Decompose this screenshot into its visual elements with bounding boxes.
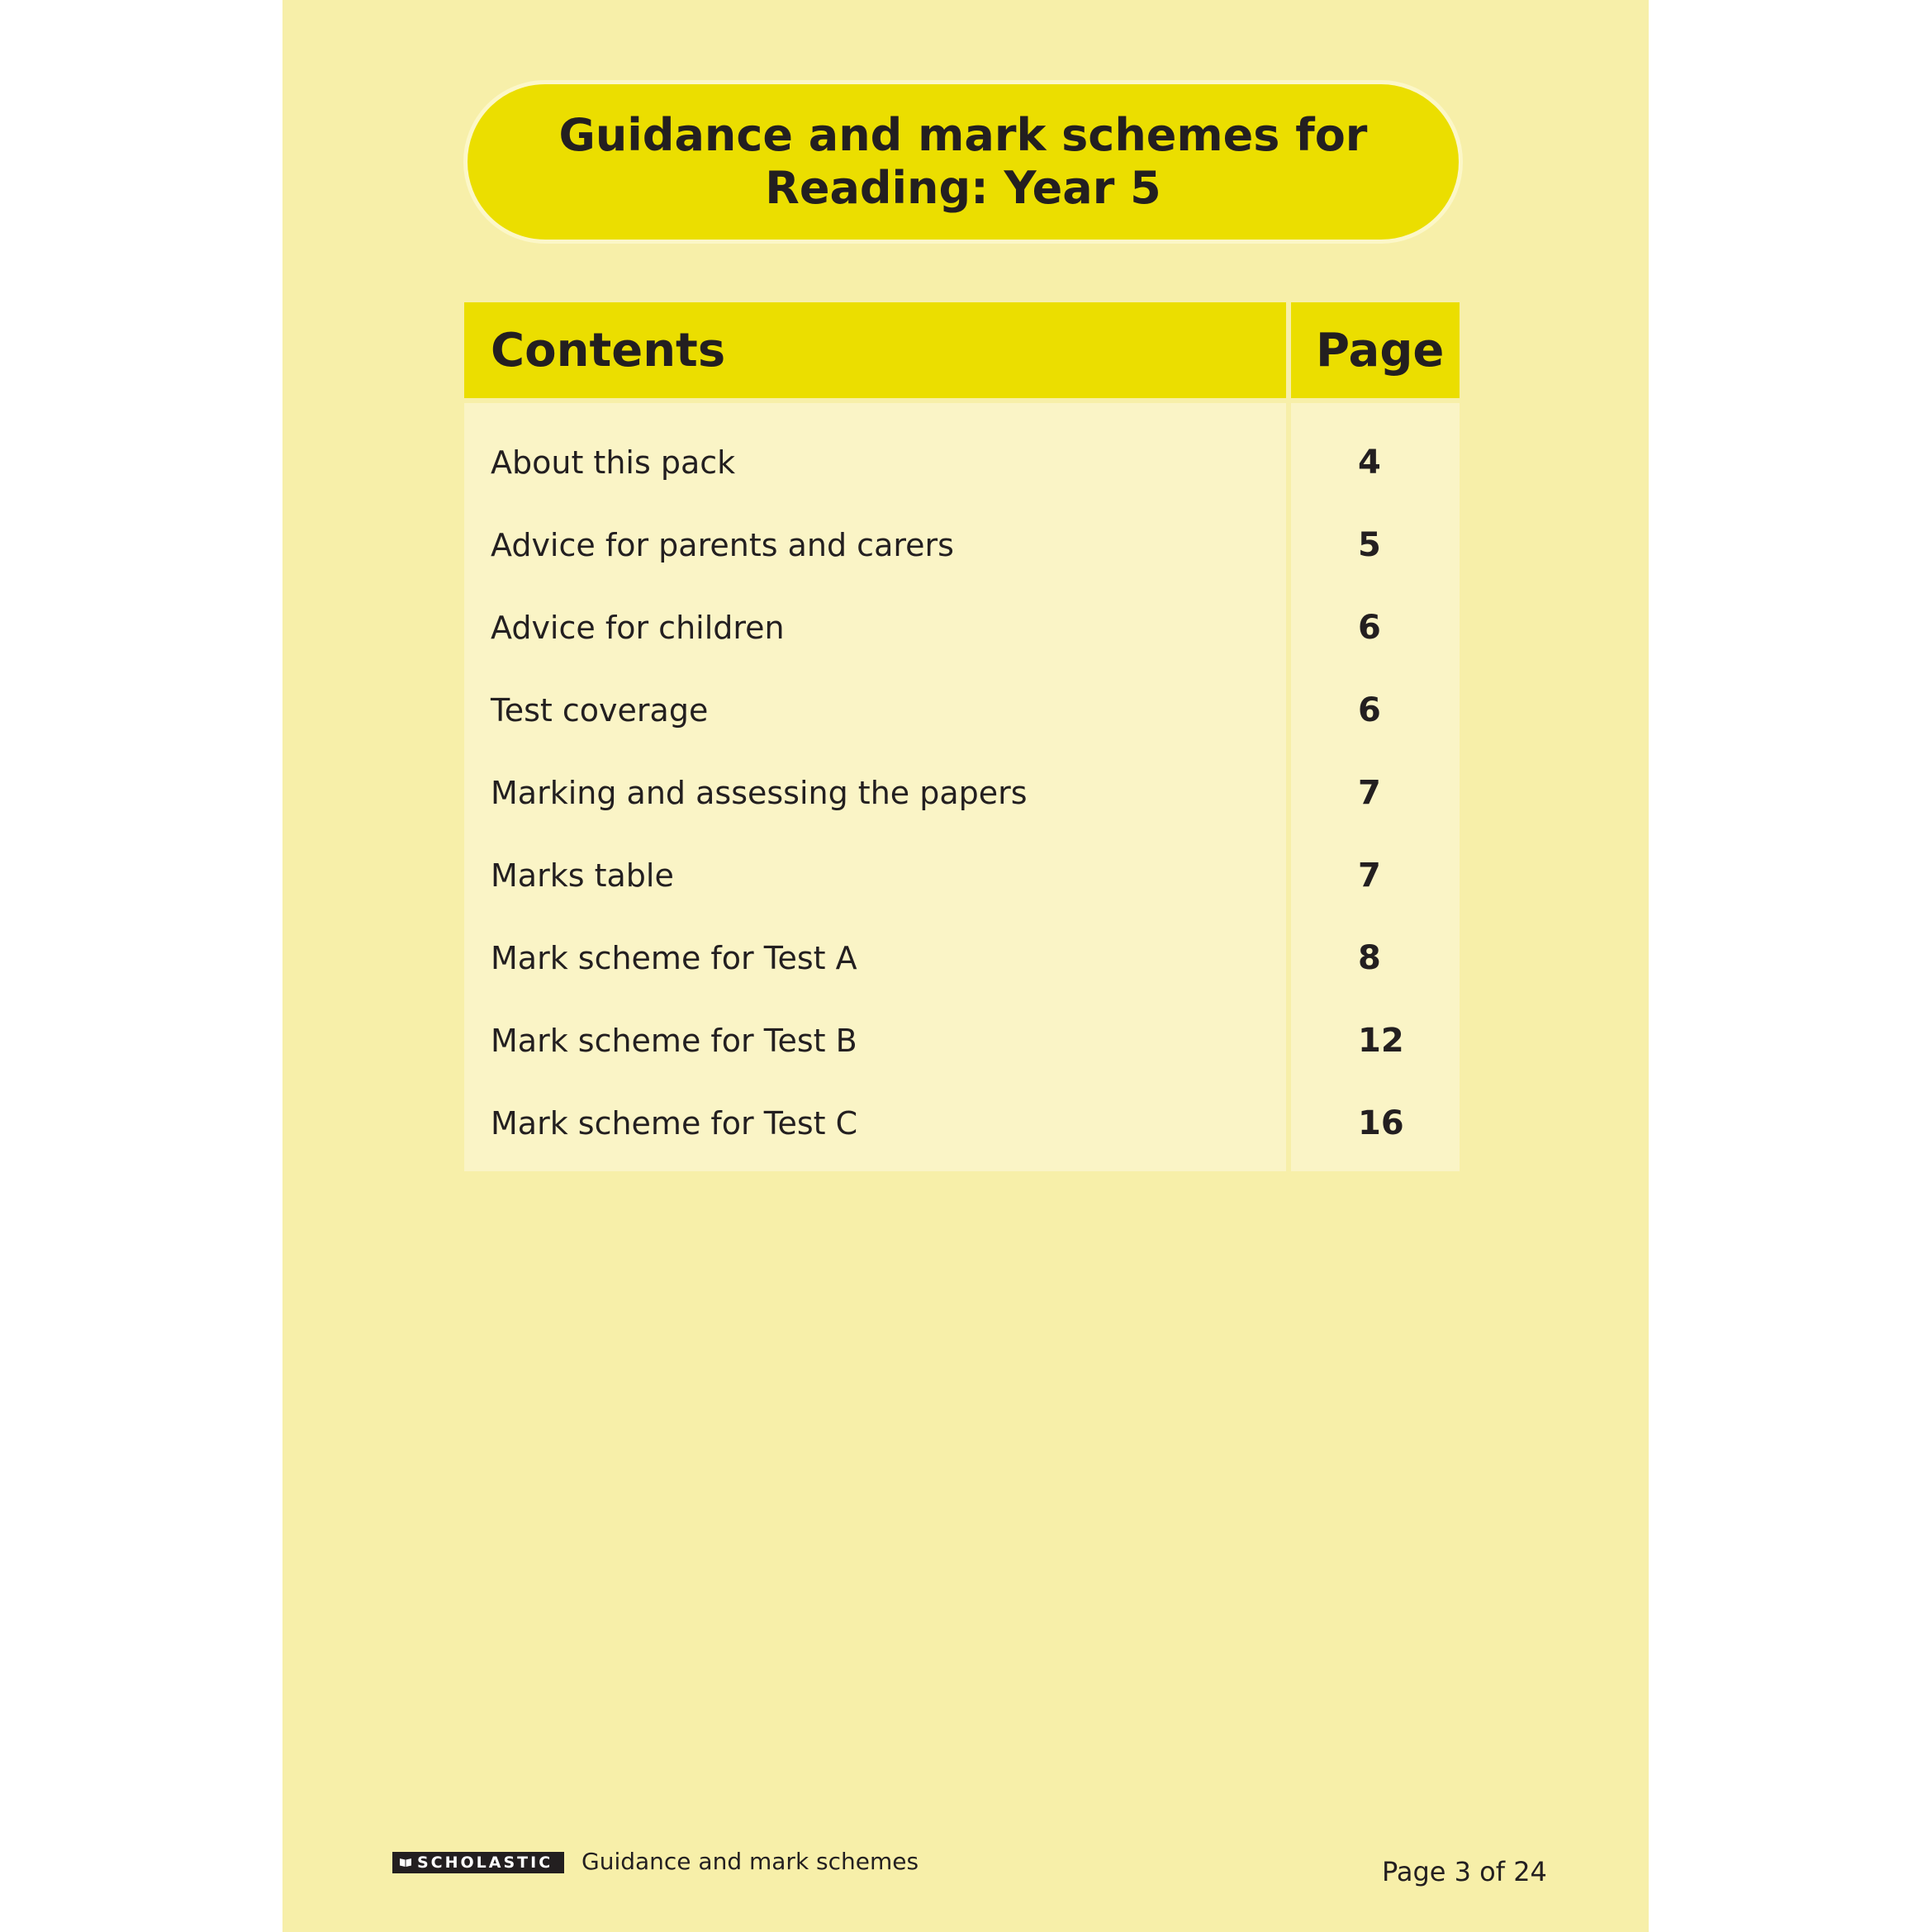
- contents-table-header: [464, 302, 1460, 398]
- logo-text: SCHOLASTIC: [417, 1854, 553, 1872]
- table-row[interactable]: [464, 1082, 1460, 1165]
- row-page-number: 8: [1358, 939, 1381, 977]
- page-header-label: Page: [1316, 323, 1445, 377]
- row-title: Mark scheme for Test C: [491, 1105, 858, 1142]
- row-title: Marks table: [491, 857, 674, 894]
- title-line-1: Guidance and mark schemes for: [558, 109, 1368, 161]
- row-title: Advice for children: [491, 610, 785, 646]
- row-title: Mark scheme for Test B: [491, 1023, 857, 1059]
- table-row[interactable]: [464, 834, 1460, 917]
- row-page-number: 7: [1358, 774, 1381, 812]
- row-title: Mark scheme for Test A: [491, 940, 857, 976]
- row-page-number: 6: [1358, 609, 1381, 647]
- table-row[interactable]: [464, 999, 1460, 1082]
- contents-header-cell: [464, 302, 1286, 398]
- table-row[interactable]: [464, 421, 1460, 504]
- row-title: About this pack: [491, 444, 736, 481]
- title-line-2: Reading: Year 5: [765, 162, 1161, 214]
- row-page-number: 6: [1358, 691, 1381, 729]
- row-title: Marking and assessing the papers: [491, 775, 1028, 811]
- table-row[interactable]: [464, 504, 1460, 586]
- contents-header-label: Contents: [491, 323, 726, 377]
- table-row[interactable]: [464, 586, 1460, 669]
- table-row[interactable]: [464, 917, 1460, 999]
- page-indicator: Page 3 of 24: [1382, 1856, 1547, 1887]
- row-title: Test coverage: [491, 692, 709, 729]
- contents-rows: [464, 403, 1460, 1165]
- scholastic-logo: [392, 1852, 564, 1873]
- row-page-number: 12: [1358, 1022, 1404, 1060]
- row-page-number: 16: [1358, 1104, 1404, 1142]
- contents-table-body: [464, 403, 1460, 1171]
- page-footer: [282, 1842, 1649, 1908]
- row-page-number: 4: [1358, 444, 1381, 482]
- contents-table: [464, 302, 1460, 1171]
- footer-title: Guidance and mark schemes: [581, 1848, 919, 1875]
- page-header-cell: [1291, 302, 1460, 398]
- row-page-number: 5: [1358, 526, 1381, 564]
- title-banner: [463, 80, 1463, 244]
- row-page-number: 7: [1358, 857, 1381, 895]
- table-row[interactable]: [464, 752, 1460, 834]
- row-title: Advice for parents and carers: [491, 527, 954, 563]
- document-page: [282, 0, 1649, 1932]
- table-row[interactable]: [464, 669, 1460, 752]
- book-icon: [399, 1857, 412, 1868]
